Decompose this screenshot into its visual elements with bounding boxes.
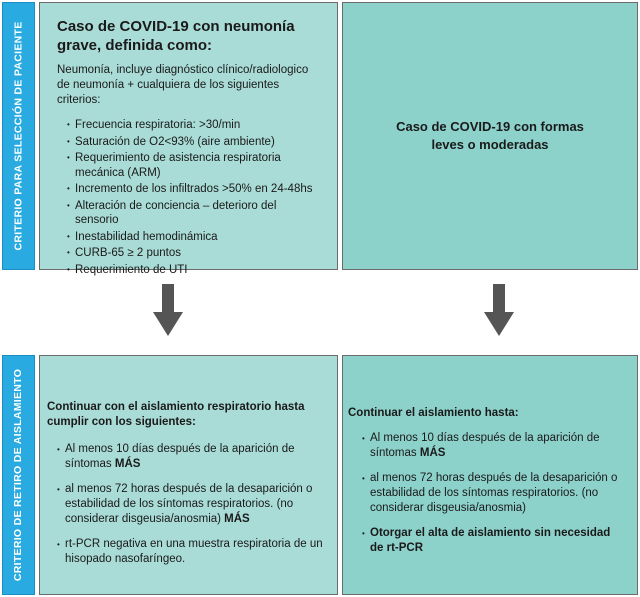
mild-isolation-box <box>342 355 638 595</box>
criterion: • Alteración de conciencia – deterioro del sensorio <box>67 199 323 228</box>
isolation-condition: • Otorgar el alta de aislamiento sin necesidad de rt-PCR <box>362 526 625 556</box>
arrow-down-icon <box>484 284 514 336</box>
severe-criteria-list <box>57 118 323 277</box>
criterion: • CURB-65 ≥ 2 puntos <box>67 246 323 261</box>
band-isolation-removal-label: CRITERIO DE RETIRO DE AISLAMIENTO <box>12 368 25 582</box>
isolation-condition: • al menos 72 horas después de la desaparición o estabilidad de los síntomas respiratorios. (no considerar disgeusia/anosmia) MÁS <box>57 482 325 527</box>
criterion: • Requerimiento de UTI <box>67 263 323 278</box>
band-isolation-removal <box>2 355 35 595</box>
criterion: • Requerimiento de asistencia respiratoria mecánica (ARM) <box>67 151 323 180</box>
isolation-condition: • rt-PCR negativa en una muestra respiratoria de un hisopado nasofaríngeo. <box>57 537 325 567</box>
mild-isolation-title: Continuar el aislamiento hasta: <box>348 407 519 419</box>
isolation-condition: • Al menos 10 días después de la aparición de síntomas MÁS <box>362 431 625 461</box>
criterion: • Inestabilidad hemodinámica <box>67 230 323 245</box>
criterion: • Frecuencia respiratoria: >30/min <box>67 118 323 133</box>
severe-isolation-box <box>39 355 338 595</box>
severe-isolation-title: Continuar con el aislamiento respiratorio hasta cumplir con los siguientes: <box>47 401 305 428</box>
severe-isolation-conditions <box>47 442 325 567</box>
criterion: • Saturación de O2<93% (aire ambiente) <box>67 135 323 150</box>
isolation-condition: • Al menos 10 días después de la aparición de síntomas MÁS <box>57 442 325 472</box>
mild-case-box <box>342 2 638 270</box>
mild-isolation-conditions <box>348 431 625 556</box>
isolation-condition: • al menos 72 horas después de la desaparición o estabilidad de los síntomas respiratorios. (no considerar disgeusia/anosmia) <box>362 471 625 516</box>
band-patient-selection-label: CRITERIO PARA SELECCIÓN DE PACIENTE <box>12 21 25 251</box>
severe-case-intro: Neumonía, incluye diagnóstico clínico/radiologico de neumonía + cualquiera de los siguientes criterios: <box>57 64 309 106</box>
severe-case-box <box>39 2 338 276</box>
band-patient-selection <box>2 2 35 270</box>
criterion: • Incremento de los infiltrados >50% en 24-48hs <box>67 182 323 197</box>
mild-case-title: Caso de COVID-19 con formas leves o moderadas <box>396 119 584 152</box>
severe-case-title: Caso de COVID-19 con neumonía grave, definida como: <box>57 18 295 54</box>
arrow-down-icon <box>153 284 183 336</box>
